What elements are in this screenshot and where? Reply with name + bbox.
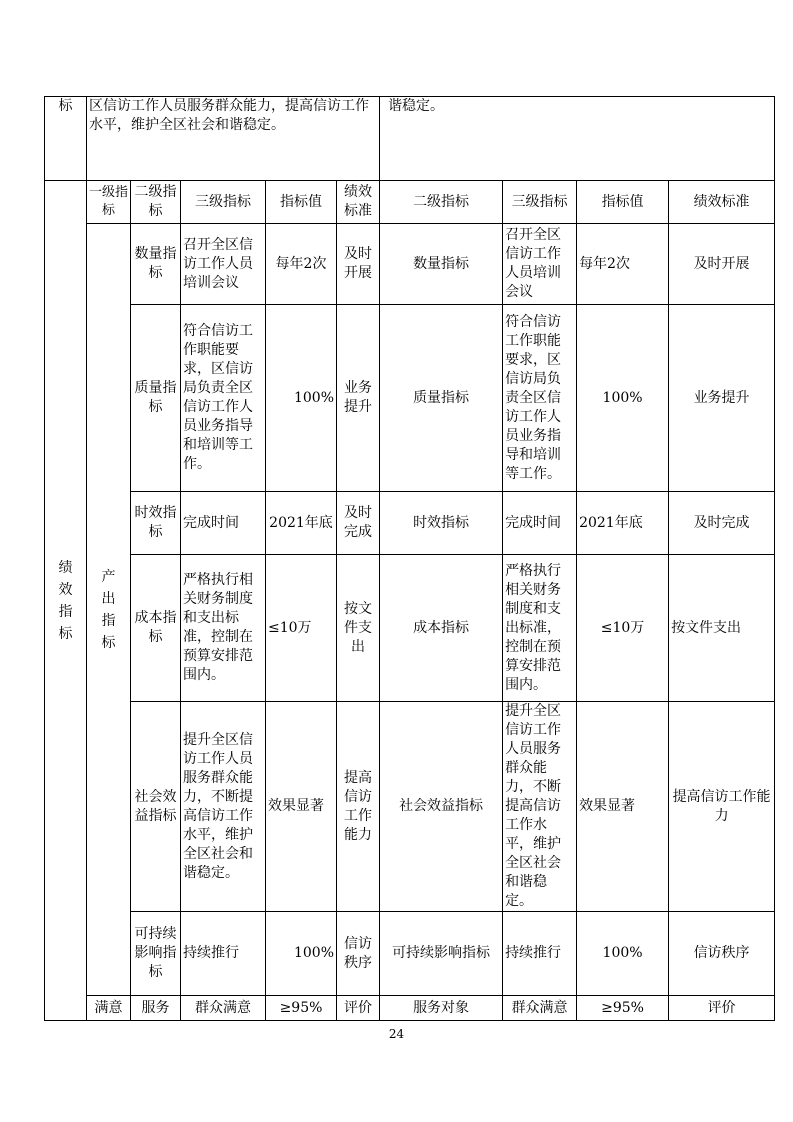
value-cell: 100% [266, 912, 337, 996]
l2-cell: 数量指标 [131, 224, 181, 305]
l3b-cell: 严格执行相关财务制度和支出标准，控制在预算安排范围内。 [503, 555, 577, 702]
l2b-cell: 成本指标 [380, 555, 503, 702]
valueb-cell: 100% [577, 912, 669, 996]
l2b-cell: 质量指标 [380, 305, 503, 492]
l2b-cell: 社会效益指标 [380, 702, 503, 912]
goal-row [45, 97, 775, 181]
table-row [45, 492, 775, 555]
goal-text-left: 区信访工作人员服务群众能力，提高信访工作水平，维护全区社会和谐稳定。 [87, 97, 380, 181]
l2b-cell: 可持续影响指标 [380, 912, 503, 996]
table-row [45, 912, 775, 996]
valueb-cell: 效果显著 [577, 702, 669, 912]
l3b-cell: 提升全区信访工作人员服务群众能力，不断提高信访工作水平，维护全区社会和谐稳定。 [503, 702, 577, 912]
valueb-cell: 2021年底 [577, 492, 669, 555]
l3-cell: 完成时间 [181, 492, 266, 555]
l3b-cell: 群众满意 [503, 996, 577, 1021]
l3b-cell: 召开全区信访工作人员培训会议 [503, 224, 577, 305]
section-label-cell [45, 181, 87, 1021]
standardb-cell: 及时完成 [669, 492, 775, 555]
l3-cell: 持续推行 [181, 912, 266, 996]
page-number: 24 [388, 1027, 405, 1041]
l2b-cell: 服务对象 [380, 996, 503, 1021]
standardb-cell: 提高信访工作能力 [669, 702, 775, 912]
l2-cell: 服务 [131, 996, 181, 1021]
header-cell: 指标值 [577, 181, 669, 224]
value-cell: ≤10万 [266, 555, 337, 702]
header-cell: 指标值 [266, 181, 337, 224]
table-row [45, 555, 775, 702]
header-row [45, 181, 775, 224]
l3-cell: 符合信访工作职能要求，区信访局负责全区信访工作人员业务指导和培训等工作。 [181, 305, 266, 492]
standardb-cell: 评价 [669, 996, 775, 1021]
standardb-cell: 及时开展 [669, 224, 775, 305]
valueb-cell: ≥95% [577, 996, 669, 1021]
l2-cell: 质量指标 [131, 305, 181, 492]
l2b-cell: 数量指标 [380, 224, 503, 305]
header-cell: 三级指标 [181, 181, 266, 224]
value-cell: ≥95% [266, 996, 337, 1021]
l2-cell: 可持续影响指标 [131, 912, 181, 996]
value-cell: 100% [266, 305, 337, 492]
l3-cell: 群众满意 [181, 996, 266, 1021]
header-cell: 绩效标准 [669, 181, 775, 224]
valueb-cell: ≤10万 [577, 555, 669, 702]
value-cell: 效果显著 [266, 702, 337, 912]
goal-label: 标 [58, 98, 73, 114]
l3b-cell: 持续推行 [503, 912, 577, 996]
l3b-cell: 完成时间 [503, 492, 577, 555]
standardb-cell: 按文件支出 [669, 555, 775, 702]
standard-cell: 按文件支出 [337, 555, 380, 702]
header-cell: 二级指标 [380, 181, 503, 224]
standard-cell: 及时开展 [337, 224, 380, 305]
table-row [45, 305, 775, 492]
l2b-cell: 时效指标 [380, 492, 503, 555]
section-label: 绩效指标 [58, 559, 73, 642]
l3-cell: 召开全区信访工作人员培训会议 [181, 224, 266, 305]
l2-cell: 社会效益指标 [131, 702, 181, 912]
l3-cell: 严格执行相关财务制度和支出标准，控制在预算安排范围内。 [181, 555, 266, 702]
header-cell: 一级指标 [87, 181, 131, 224]
standardb-cell: 业务提升 [669, 305, 775, 492]
l2-cell: 成本指标 [131, 555, 181, 702]
standard-cell: 评价 [337, 996, 380, 1021]
standard-cell: 信访秩序 [337, 912, 380, 996]
level1-cell [87, 224, 131, 996]
header-cell: 三级指标 [503, 181, 577, 224]
header-cell: 二级指标 [131, 181, 181, 224]
goal-text-right: 谐稳定。 [380, 97, 775, 181]
l3b-cell: 符合信访工作职能要求，区信访局负责全区信访工作人员业务指导和培训等工作。 [503, 305, 577, 492]
l1-cell: 满意 [87, 996, 131, 1021]
goal-label-cell [45, 97, 87, 181]
standardb-cell: 信访秩序 [669, 912, 775, 996]
standard-cell: 提高信访工作能力 [337, 702, 380, 912]
valueb-cell: 每年2次 [577, 224, 669, 305]
value-cell: 每年2次 [266, 224, 337, 305]
standard-cell: 及时完成 [337, 492, 380, 555]
l2-cell: 时效指标 [131, 492, 181, 555]
table-row [45, 702, 775, 912]
header-cell: 绩效标准 [337, 181, 380, 224]
valueb-cell: 100% [577, 305, 669, 492]
table-row [45, 996, 775, 1021]
table-row [45, 224, 775, 305]
standard-cell: 业务提升 [337, 305, 380, 492]
level1-label: 产出指标 [101, 568, 116, 651]
performance-table [44, 96, 775, 1021]
l3-cell: 提升全区信访工作人员服务群众能力，不断提高信访工作水平，维护全区社会和谐稳定。 [181, 702, 266, 912]
value-cell: 2021年底 [266, 492, 337, 555]
